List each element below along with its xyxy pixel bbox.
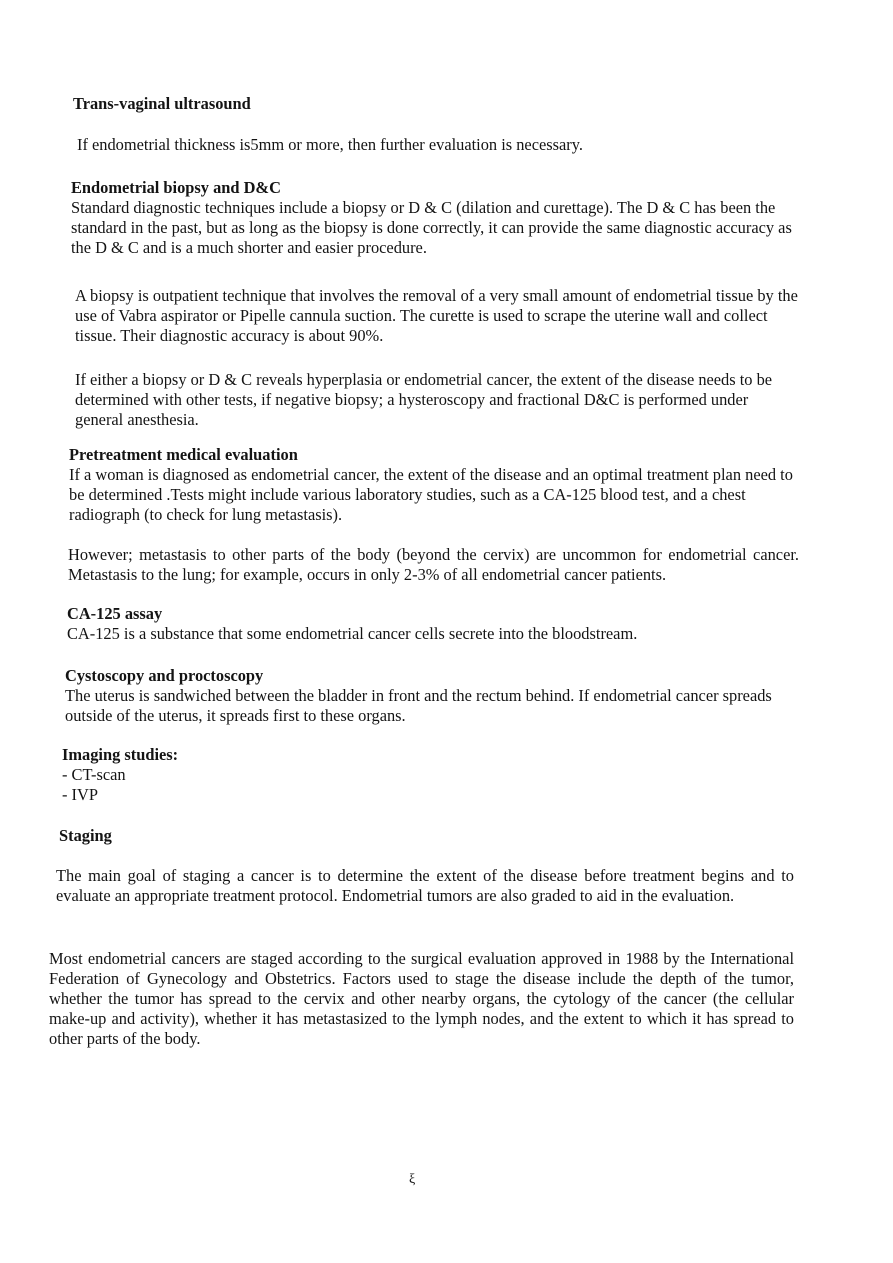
paragraph-pretreatment-1: If a woman is diagnosed as endometrial cancer, the extent of the disease and an optimal treatment plan need to be determined .Tests might include various laboratory studies, such as a CA-125 blood test, and a chest radiograph (to check for lung metastasis). bbox=[69, 465, 793, 524]
section-imaging-studies bbox=[62, 745, 462, 805]
heading-imaging-studies: Imaging studies: bbox=[62, 745, 179, 764]
section-endometrial-biopsy bbox=[71, 178, 797, 258]
section-trans-vaginal bbox=[73, 94, 793, 155]
heading-trans-vaginal-ultrasound: Trans-vaginal ultrasound bbox=[73, 94, 251, 113]
paragraph-pretreatment-2: However; metastasis to other parts of the body (beyond the cervix) are uncommon for endometrial cancer. Metastasis to the lung; for example, occurs in only 2-3% of all endometrial cancer patients. bbox=[68, 545, 799, 584]
list-item-ct-scan: - CT-scan bbox=[62, 765, 126, 784]
section-staging bbox=[59, 826, 459, 846]
heading-pretreatment-evaluation: Pretreatment medical evaluation bbox=[69, 445, 298, 464]
section-cystoscopy bbox=[65, 666, 780, 726]
paragraph-ca125: CA-125 is a substance that some endometrial cancer cells secrete into the bloodstream. bbox=[67, 624, 638, 643]
paragraph-staging-1: The main goal of staging a cancer is to determine the extent of the disease before treatment begins and to evaluate an appropriate treatment protocol. Endometrial tumors are also graded to aid in the evaluation. bbox=[56, 866, 794, 905]
paragraph-staging-2: Most endometrial cancers are staged according to the surgical evaluation approved in 1988 by the International Federation of Gynecology and Obstetrics. Factors used to stage the disease include the depth of the tumor, whether the tumor has spread to the cervix and other nearby organs, the cytology of the cancer (the cellular make-up and activity), whether it has metastasized to the lymph nodes, and the extent to which it has spread to other parts of the body. bbox=[49, 949, 794, 1048]
heading-staging: Staging bbox=[59, 826, 112, 845]
paragraph-trans-vaginal: If endometrial thickness is5mm or more, then further evaluation is necessary. bbox=[77, 135, 583, 154]
paragraph-biopsy-2: A biopsy is outpatient technique that involves the removal of a very small amount of endometrial tissue by the use of Vabra aspirator or Pipelle cannula suction. The curette is used to scrape the uterine wall and collect tissue. Their diagnostic accuracy is about 90%. bbox=[75, 286, 798, 345]
paragraph-cystoscopy: The uterus is sandwiched between the bladder in front and the rectum behind. If endometrial cancer spreads outside of the uterus, it spreads first to these organs. bbox=[65, 686, 772, 725]
heading-cystoscopy-proctoscopy: Cystoscopy and proctoscopy bbox=[65, 666, 264, 685]
heading-ca125-assay: CA-125 assay bbox=[67, 604, 163, 623]
heading-endometrial-biopsy: Endometrial biopsy and D&C bbox=[71, 178, 281, 197]
list-item-ivp: - IVP bbox=[62, 785, 98, 804]
paragraph-biopsy-1: Standard diagnostic techniques include a biopsy or D & C (dilation and curettage). The D & C has been the standard in the past, but as long as the biopsy is done correctly, it can provide the same diagnostic accuracy as the D & C and is a much shorter and easier procedure. bbox=[71, 198, 792, 257]
paragraph-biopsy-3: If either a biopsy or D & C reveals hyperplasia or endometrial cancer, the extent of the disease needs to be determined with other tests, if negative biopsy; a hysteroscopy and fractional D&C is performed under general anesthesia. bbox=[75, 370, 773, 429]
section-pretreatment bbox=[69, 445, 802, 525]
page-number: ξ bbox=[409, 1172, 416, 1187]
section-ca125 bbox=[67, 604, 787, 644]
